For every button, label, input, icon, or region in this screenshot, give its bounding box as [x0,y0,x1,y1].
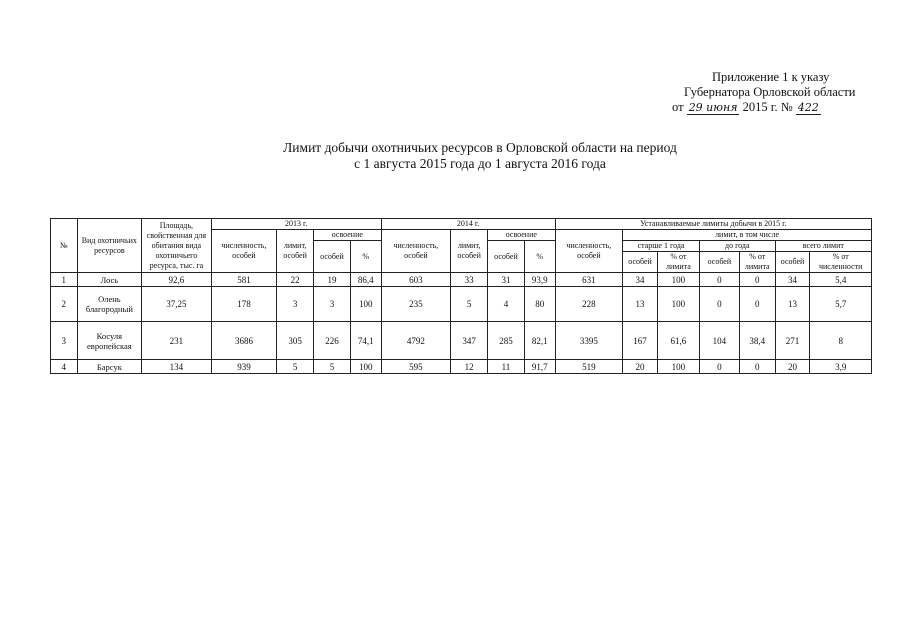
cell-dev-ind-2013: 5 [314,360,351,374]
cell-older-ind: 167 [623,322,658,360]
header-older-1: старше 1 года [623,241,700,252]
cell-total-ind: 20 [775,360,810,374]
cell-limit-2014: 33 [451,273,488,287]
header-2013-limit: лимит, особей [277,230,314,273]
header-2014-count: численность, особей [381,230,451,273]
appendix-from: от [672,100,684,114]
header-area: Площадь, свойственная для обитания вида охотничьего ресурса, тыс. га [142,219,212,273]
cell-under-pct: 0 [739,273,775,287]
header-species: Вид охотничьих ресурсов [77,219,141,273]
cell-dev-pct-2013: 100 [350,287,381,322]
header-2015-count: численность, особей [555,230,623,273]
cell-count-2015: 631 [555,273,623,287]
cell-dev-ind-2014: 4 [488,287,525,322]
handwritten-number: 422 [797,101,819,114]
cell-under-ind: 0 [699,360,739,374]
cell-older-pct: 100 [657,287,699,322]
cell-dev-ind-2014: 285 [488,322,525,360]
cell-under-ind: 104 [699,322,739,360]
cell-count-2014: 603 [381,273,451,287]
cell-area: 37,25 [142,287,212,322]
header-limits-2015: Устанавливаемые лимиты добычи в 2015 г. [555,219,871,230]
cell-older-pct: 100 [657,273,699,287]
appendix-line-1: Приложение 1 к указу [712,70,830,84]
handwritten-date: 29 июня [688,101,738,114]
cell-count-2014: 595 [381,360,451,374]
cell-dev-ind-2013: 19 [314,273,351,287]
cell-area: 92,6 [142,273,212,287]
cell-no: 2 [51,287,78,322]
cell-count-2014: 235 [381,287,451,322]
cell-count-2013: 581 [211,273,277,287]
cell-under-pct: 0 [739,287,775,322]
cell-dev-ind-2013: 226 [314,322,351,360]
header-2014-development: освоение [488,230,556,241]
cell-dev-pct-2013: 86,4 [350,273,381,287]
header-older-individuals: особей [623,252,658,273]
cell-dev-pct-2013: 100 [350,360,381,374]
cell-total-pct: 5,7 [810,287,872,322]
header-2013-count: численность, особей [211,230,277,273]
cell-dev-pct-2013: 74,1 [350,322,381,360]
header-2013-percent: % [350,241,381,273]
cell-limit-2014: 12 [451,360,488,374]
cell-older-ind: 34 [623,273,658,287]
appendix-line-2: Губернатора Орловской области [684,85,856,99]
cell-dev-pct-2014: 82,1 [524,322,555,360]
limits-table [50,218,872,374]
cell-older-pct: 100 [657,360,699,374]
cell-no: 4 [51,360,78,374]
cell-under-ind: 0 [699,273,739,287]
cell-species: Олень благородный [77,287,141,322]
cell-dev-ind-2014: 11 [488,360,525,374]
cell-count-2015: 228 [555,287,623,322]
cell-no: 3 [51,322,78,360]
cell-area: 231 [142,322,212,360]
document-title [200,140,760,172]
header-under-pct: % от лимита [739,252,775,273]
cell-count-2013: 178 [211,287,277,322]
header-no: № [51,219,78,273]
cell-limit-2014: 347 [451,322,488,360]
table-row [51,360,872,374]
cell-older-ind: 20 [623,360,658,374]
header-2014-limit: лимит, особей [451,230,488,273]
header-2014-individuals: особей [488,241,525,273]
cell-count-2015: 519 [555,360,623,374]
header-total-pct: % от численности [810,252,872,273]
header-older-pct: % от лимита [657,252,699,273]
cell-under-pct: 0 [739,360,775,374]
cell-under-ind: 0 [699,287,739,322]
title-line-2: с 1 августа 2015 года до 1 августа 2016 года [354,156,606,171]
appendix-year: 2015 г. № [742,100,793,114]
cell-dev-pct-2014: 80 [524,287,555,322]
cell-no: 1 [51,273,78,287]
title-line-1: Лимит добычи охотничьих ресурсов в Орловской области на период [283,140,677,155]
cell-dev-pct-2014: 91,7 [524,360,555,374]
header-2013-individuals: особей [314,241,351,273]
header-limit-incl: лимит, в том числе [623,230,872,241]
cell-dev-ind-2014: 31 [488,273,525,287]
cell-limit-2013: 305 [277,322,314,360]
cell-count-2015: 3395 [555,322,623,360]
cell-under-pct: 38,4 [739,322,775,360]
cell-older-ind: 13 [623,287,658,322]
appendix-line-3 [672,100,887,115]
cell-limit-2014: 5 [451,287,488,322]
cell-total-ind: 34 [775,273,810,287]
cell-count-2014: 4792 [381,322,451,360]
cell-total-pct: 8 [810,322,872,360]
header-total-individuals: особей [775,252,810,273]
cell-total-pct: 3,9 [810,360,872,374]
cell-limit-2013: 5 [277,360,314,374]
header-2014-percent: % [524,241,555,273]
header-2013-development: освоение [314,230,382,241]
cell-dev-pct-2014: 93,9 [524,273,555,287]
cell-total-ind: 13 [775,287,810,322]
cell-dev-ind-2013: 3 [314,287,351,322]
table-row [51,322,872,360]
appendix-block [672,70,887,115]
header-2013: 2013 г. [211,219,381,230]
cell-species: Косуля европейская [77,322,141,360]
cell-limit-2013: 3 [277,287,314,322]
cell-total-pct: 5,4 [810,273,872,287]
table-row [51,287,872,322]
cell-species: Лось [77,273,141,287]
header-2014: 2014 г. [381,219,555,230]
cell-area: 134 [142,360,212,374]
cell-count-2013: 3686 [211,322,277,360]
cell-species: Барсук [77,360,141,374]
table-row [51,273,872,287]
cell-older-pct: 61,6 [657,322,699,360]
header-under-1: до года [699,241,775,252]
cell-total-ind: 271 [775,322,810,360]
cell-count-2013: 939 [211,360,277,374]
header-total-limit: всего лимит [775,241,871,252]
cell-limit-2013: 22 [277,273,314,287]
header-under-individuals: особей [699,252,739,273]
